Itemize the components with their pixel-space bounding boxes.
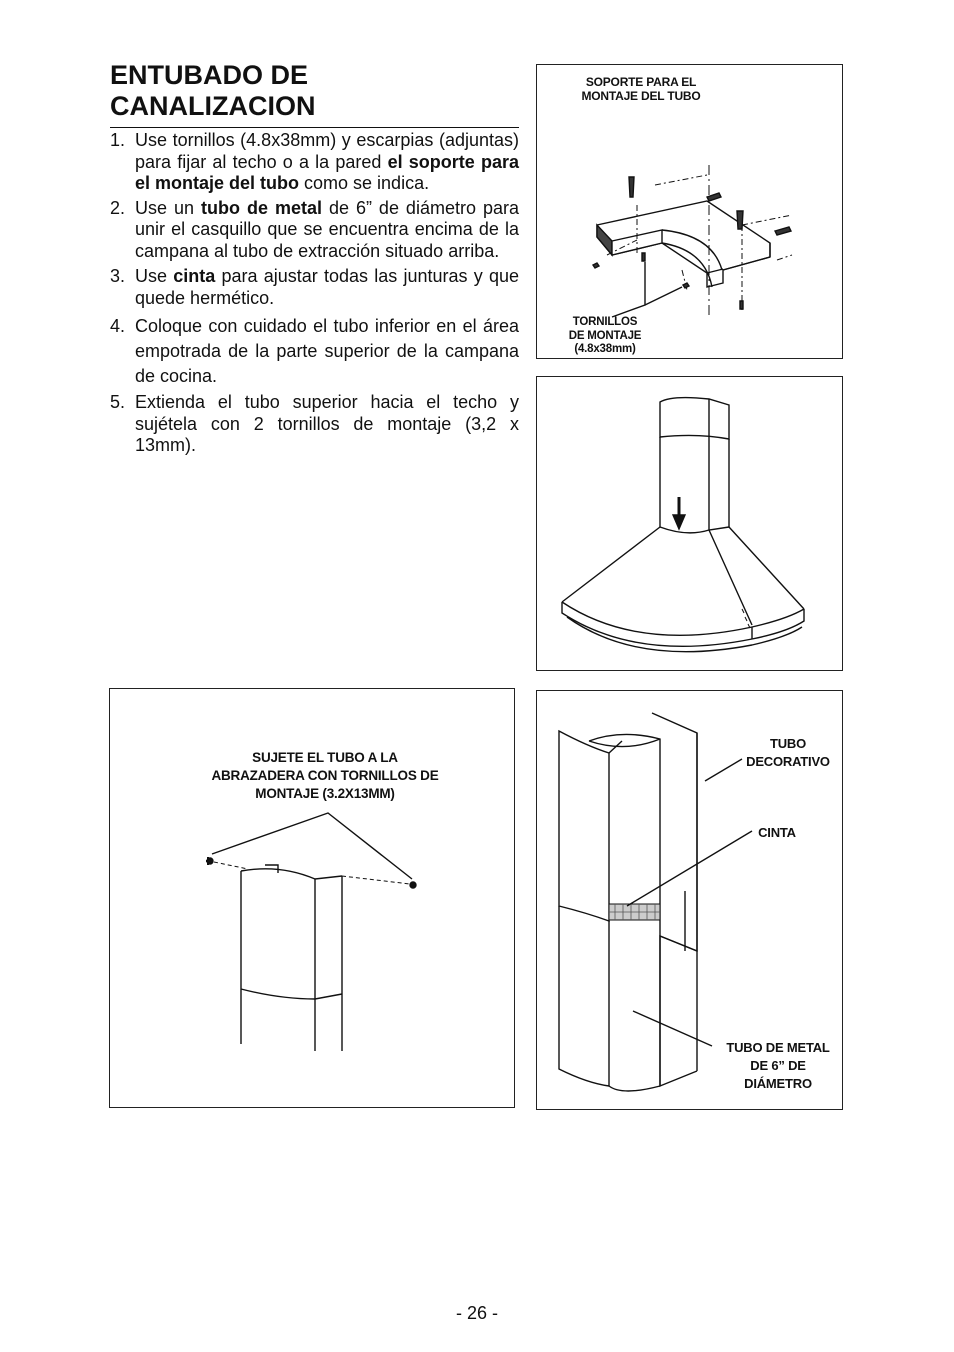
step-number: 3. [110,266,126,286]
page-number: - 26 - [455,1303,498,1323]
clamp-label: SUJETE EL TUBO A LA ABRAZADERA CON TORNILLOS DE MONTAJE (3.2X13MM) [211,750,439,801]
step-item: 1. Use tornillos (4.8x38mm) y escarpias (adjuntas) para fijar al techo o a la pared el soporte para el montaje del tubo como se indica. [110,130,519,193]
step-number: 4. [110,316,126,336]
duct-figure [536,690,843,1110]
step-item: 2. Use un tubo de metal de 6” de diámetro para unir el casquillo que se encuentra encima de la campana al tubo de extracción situado arriba. [110,197,519,261]
metal-duct-label: TUBO DE METAL DE 6” DE DIÁMETRO [726,1040,830,1091]
step-number: 5. [110,392,126,412]
clamp-figure [109,688,515,1108]
title-line-1: ENTUBADO DE [110,60,309,90]
step-item: 3. Use cinta para ajustar todas las junturas y que quede hermético. [110,266,520,308]
decor-duct-label: TUBO DECORATIVO [746,736,830,769]
bracket-figure [536,64,843,359]
bracket-label: SOPORTE PARA EL MONTAJE DEL TUBO [581,75,701,103]
step-item: 5. Extienda el tubo superior hacia el techo y sujétela con 2 tornillos de montaje (3,2 x 13mm). [110,392,519,455]
step-number: 2. [110,197,126,218]
tape-label: CINTA [758,825,796,840]
page-title [110,60,520,122]
bracket-illustration [537,65,842,358]
title-divider [110,127,519,128]
screws-label: TORNILLOS DE MONTAJE (4.8x38mm) [568,316,642,355]
step-number: 1. [110,130,126,150]
title-line-2: CANALIZACION [110,91,316,121]
hood-figure [536,376,843,671]
instruction-steps [110,130,519,457]
hood-illustration [537,377,842,670]
step-item: 4. Coloque con cuidado el tubo inferior en el área empotrada de la parte superior de la campana de cocina. [110,316,519,386]
